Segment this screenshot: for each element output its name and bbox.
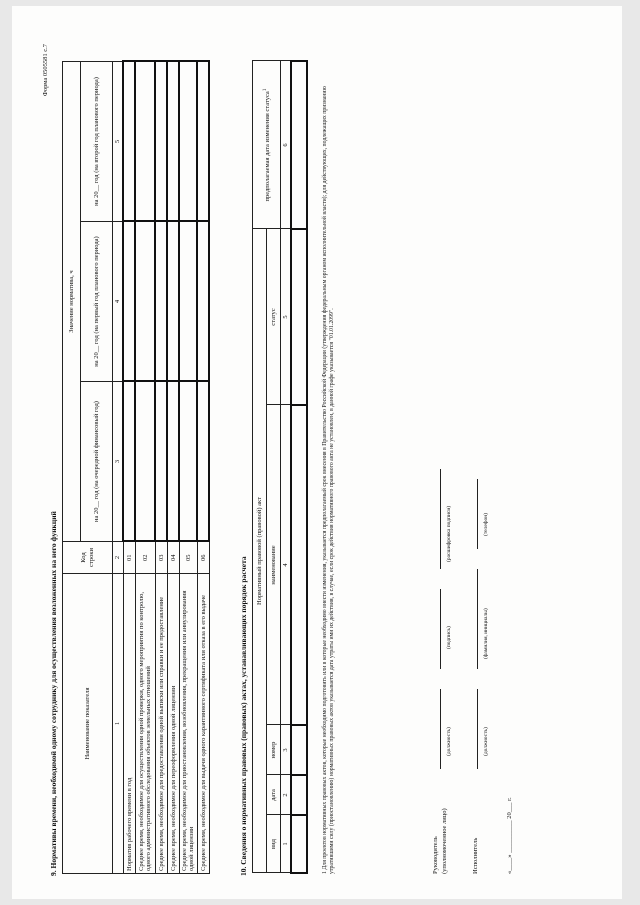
row-code: 06 [197, 542, 209, 574]
row-code: 03 [155, 542, 167, 574]
act-cell[interactable] [291, 61, 307, 229]
head-position-caption: (должность) [446, 727, 452, 756]
colnum-1: 1 [281, 815, 292, 873]
head-signature-caption: (подпись) [446, 626, 452, 649]
value-cell[interactable] [123, 382, 135, 542]
signature-block [432, 54, 520, 874]
footnote-marker: 1 [261, 88, 268, 92]
header-year-1: на 20__ год (на очередной финансовый год) [81, 382, 113, 542]
act-cell[interactable] [291, 815, 307, 873]
value-cell[interactable] [123, 222, 135, 382]
date-line[interactable]: «____» __________ 20___ г. [506, 797, 513, 874]
head-sub-label: (уполномоченное лицо) [441, 808, 448, 874]
header-number: номер [267, 725, 281, 775]
value-cell[interactable] [155, 62, 167, 222]
executor-label: Исполнитель [472, 837, 479, 874]
row-label: Среднее время, необходимое для предоставления одной выписки или справки и ее предоставление [155, 574, 167, 874]
colnum-3: 3 [281, 725, 292, 775]
header-year-3: на 20__ год (на второй год планового периода) [81, 62, 113, 222]
colnum-5: 5 [281, 229, 292, 405]
executor-phone-caption: (телефон) [483, 512, 489, 536]
row-label: Среднее время, необходимое для выдачи одного карантинного сертификата или отказа в его выдаче [197, 574, 209, 874]
row-label: Среднее время, необходимое для переоформления одной лицензии [167, 574, 179, 874]
colnum-1: 1 [113, 574, 124, 874]
value-cell[interactable] [167, 62, 179, 222]
row-code: 04 [167, 542, 179, 574]
head-label: Руководитель [432, 836, 439, 874]
colnum-2: 2 [113, 542, 124, 574]
value-cell[interactable] [167, 222, 179, 382]
header-year-2: на 20__ год (на первый год планового периода) [81, 222, 113, 382]
colnum-6: 6 [281, 61, 292, 229]
section-10-title: 10. Сведения о нормативных правовых (правовых) актах, устанавливающих порядок расчета [239, 556, 248, 876]
row-code: 02 [135, 542, 155, 574]
head-decoding-caption: (расшифровка подписи) [446, 505, 452, 562]
value-cell[interactable] [179, 62, 197, 222]
value-cell[interactable] [135, 62, 155, 222]
header-kind: вид [267, 815, 281, 873]
value-cell[interactable] [155, 382, 167, 542]
executor-fio-caption: (фамилия, инициалы) [483, 608, 489, 659]
colnum-4: 4 [281, 405, 292, 725]
value-cell[interactable] [155, 222, 167, 382]
head-decoding-line[interactable] [440, 469, 441, 569]
colnum-4: 4 [113, 222, 124, 382]
head-position-line[interactable] [440, 689, 441, 769]
row-label: Норматив рабочего времени в год [123, 574, 135, 874]
act-cell[interactable] [291, 405, 307, 725]
value-cell[interactable] [123, 62, 135, 222]
executor-position-line[interactable] [477, 689, 478, 769]
header-legal-act: Нормативный правовой (правовой) акт [253, 229, 267, 873]
footnote: 1 Для проектов нормативных правовых актов, которые необходимо подготовить или в которые необходимо внести изменения, указывается предполагаемый срок внесения в Правительство Российской Федерации (утверждения федеральным органом исполнительной власти); для действующих, подлежащих признанию утратившими силу (приостановлению) нормативных правовых актов указывается дата утраты ими их действия, в случае, если срок действия нормативного правового акта не установлен, в данной графе указывается "01.01.2099". [322, 86, 335, 874]
act-cell[interactable] [291, 775, 307, 815]
row-code: 05 [179, 542, 197, 574]
act-cell[interactable] [291, 725, 307, 775]
colnum-5: 5 [113, 62, 124, 222]
executor-fio-line[interactable] [477, 569, 478, 669]
value-cell[interactable] [135, 382, 155, 542]
section-9-title: 9. Нормативы времени, необходимой одному сотруднику для осуществления возложенных на него функций [49, 511, 58, 876]
value-cell[interactable] [179, 222, 197, 382]
header-row-code: Код строки [63, 542, 113, 574]
value-cell[interactable] [197, 222, 209, 382]
form-number-label: Форма 0505581 с.7 [42, 44, 49, 97]
row-label: Среднее время, необходимое для приостановления, возобновления, прекращения или аннулирования одной лицензии [179, 574, 197, 874]
header-status-change-date-text: предполагаемая дата изменения статуса [263, 91, 271, 202]
header-date: дата [267, 775, 281, 815]
value-cell[interactable] [179, 382, 197, 542]
act-cell[interactable] [291, 229, 307, 405]
header-norm-value: Значение норматива, ч [63, 62, 81, 542]
colnum-2: 2 [281, 775, 292, 815]
executor-phone-line[interactable] [477, 479, 478, 549]
row-code: 01 [123, 542, 135, 574]
rotated-form-sheet [32, 24, 632, 904]
colnum-3: 3 [113, 382, 124, 542]
value-cell[interactable] [197, 382, 209, 542]
section-9-table [62, 61, 210, 875]
header-act-name: наименование [267, 405, 281, 725]
value-cell[interactable] [167, 382, 179, 542]
value-cell[interactable] [135, 222, 155, 382]
head-signature-line[interactable] [440, 589, 441, 669]
section-10-table [252, 60, 308, 874]
header-status-change-date [253, 61, 281, 229]
value-cell[interactable] [197, 62, 209, 222]
document-page [12, 6, 622, 899]
header-indicator-name: Наименование показателя [63, 574, 113, 874]
row-label: Среднее время, необходимое для осуществления одной проверки, одного мероприятия по контролю, одного административного обследования объектов земельных отношений [135, 574, 155, 874]
executor-position-caption: (должность) [483, 727, 489, 756]
header-status: статус [267, 229, 281, 405]
